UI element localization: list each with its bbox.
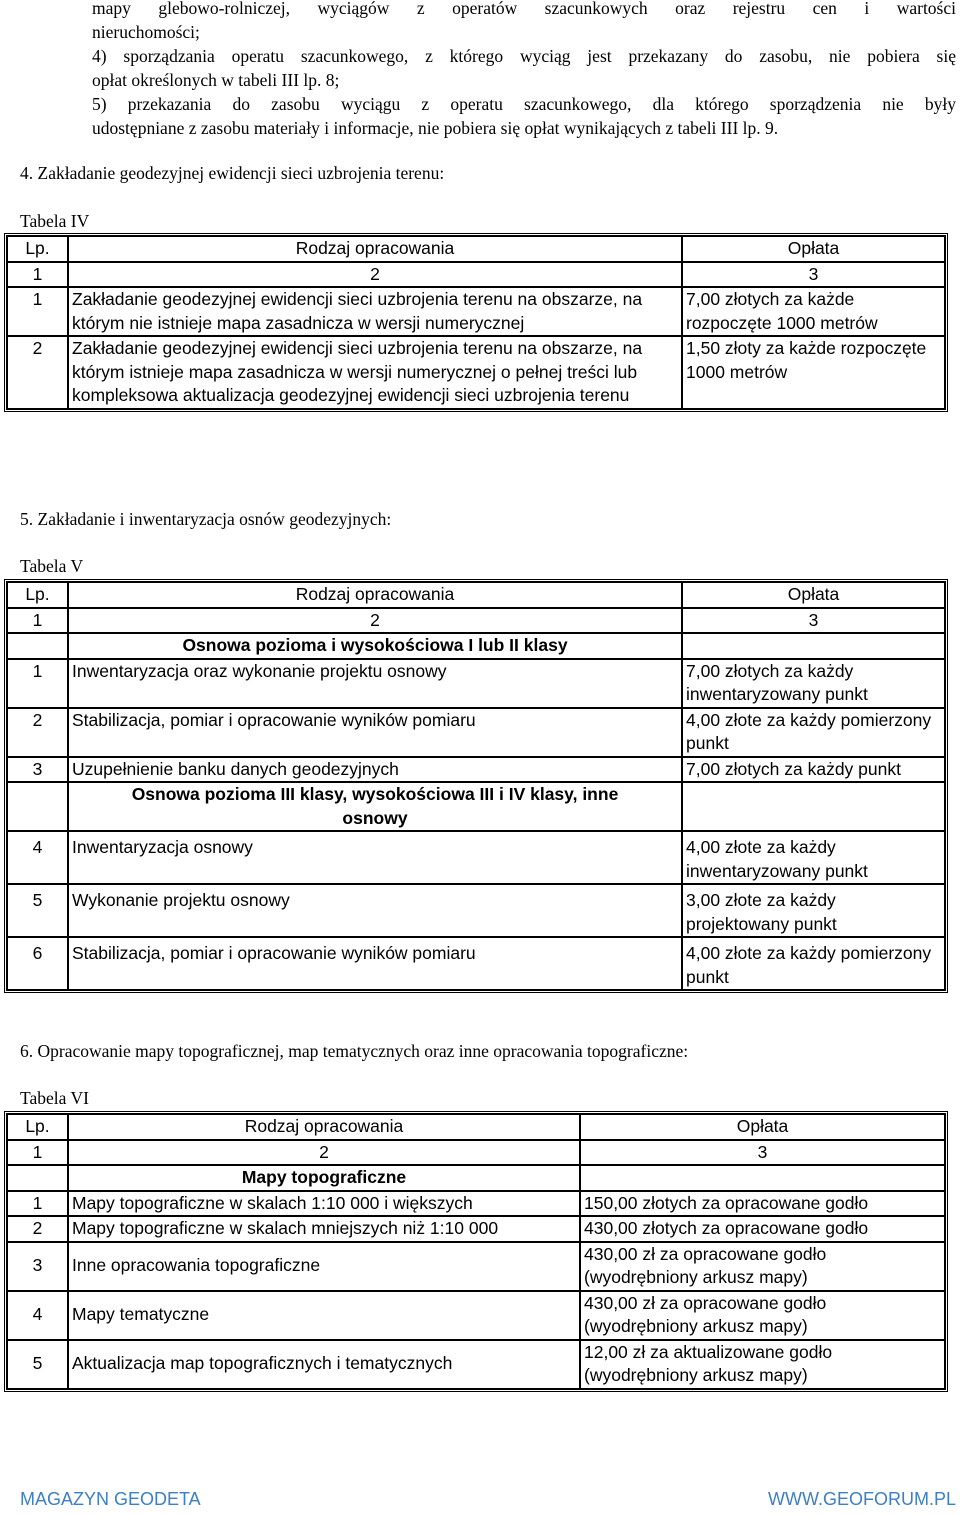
row-fee: 150,00 złotych za opracowane godło — [580, 1191, 945, 1217]
column-number: 3 — [682, 608, 945, 634]
intro-line: nieruchomości; — [92, 22, 200, 42]
empty-cell — [7, 633, 68, 659]
row-fee: 430,00 złotych za opracowane godło — [580, 1216, 945, 1242]
row-desc: Stabilizacja, pomiar i opracowanie wyników pomiaru — [68, 937, 682, 990]
row-lp: 1 — [7, 287, 68, 336]
column-number: 2 — [68, 608, 682, 634]
row-fee: 4,00 złote za każdy pomierzony punkt — [682, 937, 945, 990]
row-desc: Mapy topograficzne w skalach 1:10 000 i większych — [68, 1191, 580, 1217]
footer-left-brand: MAGAZYN GEODETA — [20, 1489, 201, 1509]
row-lp: 6 — [7, 937, 68, 990]
table-v — [4, 579, 948, 993]
row-fee: 12,00 zł za aktualizowane godło (wyodrębniony arkusz mapy) — [580, 1340, 945, 1389]
table-v-label: Tabela V — [20, 556, 84, 576]
row-lp: 2 — [7, 1216, 68, 1242]
group-title: Osnowa pozioma III klasy, wysokościowa III i IV klasy, inne osnowy — [68, 782, 682, 831]
table-row — [7, 1216, 945, 1242]
row-desc: Wykonanie projektu osnowy — [68, 884, 682, 937]
column-number: 3 — [580, 1140, 945, 1166]
empty-cell — [7, 782, 68, 831]
intro-item-4-cont: opłat określonych w tabeli III lp. 8; — [92, 70, 340, 90]
column-number-row — [7, 262, 945, 288]
row-desc: Uzupełnienie banku danych geodezyjnych — [68, 757, 682, 783]
header-fee: Opłata — [682, 582, 945, 608]
row-desc: Zakładanie geodezyjnej ewidencji sieci uzbrojenia terenu na obszarze, na którym istnieje mapa zasadnicza w wersji numerycznej o pełnej treści lub kompleksowa aktualizacja geodezyjnej ewidencji sieci uzbrojenia terenu — [68, 336, 682, 409]
table-row — [7, 1340, 945, 1389]
row-fee: 3,00 złote za każdy projektowany punkt — [682, 884, 945, 937]
section-4-heading: 4. Zakładanie geodezyjnej ewidencji sieci uzbrojenia terenu: — [20, 163, 445, 183]
row-desc: Mapy topograficzne w skalach mniejszych niż 1:10 000 — [68, 1216, 580, 1242]
table-vi-label: Tabela VI — [20, 1088, 89, 1108]
intro-line: mapy glebowo-rolniczej, wyciągów z operatów szacunkowych oraz rejestru cen i wartości — [92, 0, 956, 18]
row-lp: 2 — [7, 708, 68, 757]
empty-cell — [682, 633, 945, 659]
table-row — [7, 831, 945, 884]
row-fee: 7,00 złotych za każdy punkt — [682, 757, 945, 783]
column-number: 3 — [682, 262, 945, 288]
empty-cell — [580, 1165, 945, 1191]
table-row — [7, 287, 945, 336]
empty-cell — [7, 1165, 68, 1191]
table-row — [7, 884, 945, 937]
row-desc: Mapy tematyczne — [68, 1291, 580, 1340]
header-type: Rodzaj opracowania — [68, 1114, 580, 1140]
footer-right-url[interactable]: WWW.GEOFORUM.PL — [768, 1489, 956, 1509]
header-fee: Opłata — [580, 1114, 945, 1140]
row-lp: 1 — [7, 659, 68, 708]
row-lp: 2 — [7, 336, 68, 409]
group-header-row — [7, 782, 945, 831]
row-lp: 4 — [7, 831, 68, 884]
row-fee: 7,00 złotych za każdy inwentaryzowany punkt — [682, 659, 945, 708]
row-desc: Inwentaryzacja osnowy — [68, 831, 682, 884]
row-fee: 430,00 zł za opracowane godło (wyodrębniony arkusz mapy) — [580, 1242, 945, 1291]
row-fee: 1,50 złoty za każde rozpoczęte 1000 metrów — [682, 336, 945, 409]
table-header-row — [7, 236, 945, 262]
group-header-row — [7, 1165, 945, 1191]
column-number: 1 — [7, 1140, 68, 1166]
row-desc: Inwentaryzacja oraz wykonanie projektu osnowy — [68, 659, 682, 708]
row-desc: Stabilizacja, pomiar i opracowanie wyników pomiaru — [68, 708, 682, 757]
table-row — [7, 336, 945, 409]
section-6-heading: 6. Opracowanie mapy topograficznej, map tematycznych oraz inne opracowania topograficzne: — [20, 1041, 689, 1061]
row-desc: Zakładanie geodezyjnej ewidencji sieci uzbrojenia terenu na obszarze, na którym nie istnieje mapa zasadnicza w wersji numerycznej — [68, 287, 682, 336]
row-fee: 4,00 złote za każdy pomierzony punkt — [682, 708, 945, 757]
empty-cell — [682, 782, 945, 831]
header-lp: Lp. — [7, 1114, 68, 1140]
intro-text — [92, 0, 956, 140]
column-number-row — [7, 1140, 945, 1166]
column-number: 2 — [68, 262, 682, 288]
header-type: Rodzaj opracowania — [68, 582, 682, 608]
row-lp: 3 — [7, 757, 68, 783]
row-fee: 4,00 złote za każdy inwentaryzowany punkt — [682, 831, 945, 884]
table-row — [7, 757, 945, 783]
intro-item-5-cont: udostępniane z zasobu materiały i informacje, nie pobiera się opłat wynikających z tabeli III lp. 9. — [92, 118, 779, 138]
table-row — [7, 1242, 945, 1291]
table-row — [7, 659, 945, 708]
row-fee: 7,00 złotych za każde rozpoczęte 1000 metrów — [682, 287, 945, 336]
section-5-heading: 5. Zakładanie i inwentaryzacja osnów geodezyjnych: — [20, 509, 392, 529]
row-fee: 430,00 zł za opracowane godło (wyodrębniony arkusz mapy) — [580, 1291, 945, 1340]
header-lp: Lp. — [7, 582, 68, 608]
table-row — [7, 1191, 945, 1217]
table-header-row — [7, 1114, 945, 1140]
table-header-row — [7, 582, 945, 608]
row-lp: 4 — [7, 1291, 68, 1340]
row-lp: 1 — [7, 1191, 68, 1217]
header-fee: Opłata — [682, 236, 945, 262]
row-lp: 5 — [7, 1340, 68, 1389]
table-row — [7, 937, 945, 990]
row-lp: 3 — [7, 1242, 68, 1291]
table-iv — [4, 233, 948, 412]
table-row — [7, 1291, 945, 1340]
column-number-row — [7, 608, 945, 634]
group-header-row — [7, 633, 945, 659]
header-type: Rodzaj opracowania — [68, 236, 682, 262]
intro-item-4: 4) sporządzania operatu szacunkowego, z którego wyciąg jest przekazany do zasobu, nie pobiera się — [92, 46, 956, 66]
group-title: Osnowa pozioma i wysokościowa I lub II klasy — [68, 633, 682, 659]
header-lp: Lp. — [7, 236, 68, 262]
column-number: 1 — [7, 262, 68, 288]
row-desc: Aktualizacja map topograficznych i tematycznych — [68, 1340, 580, 1389]
row-lp: 5 — [7, 884, 68, 937]
table-vi — [4, 1111, 948, 1392]
group-title: Mapy topograficzne — [68, 1165, 580, 1191]
table-iv-label: Tabela IV — [20, 211, 90, 231]
table-row — [7, 708, 945, 757]
row-desc: Inne opracowania topograficzne — [68, 1242, 580, 1291]
column-number: 2 — [68, 1140, 580, 1166]
column-number: 1 — [7, 608, 68, 634]
intro-item-5: 5) przekazania do zasobu wyciągu z operatu szacunkowego, dla którego sporządzenia nie były — [92, 94, 956, 114]
